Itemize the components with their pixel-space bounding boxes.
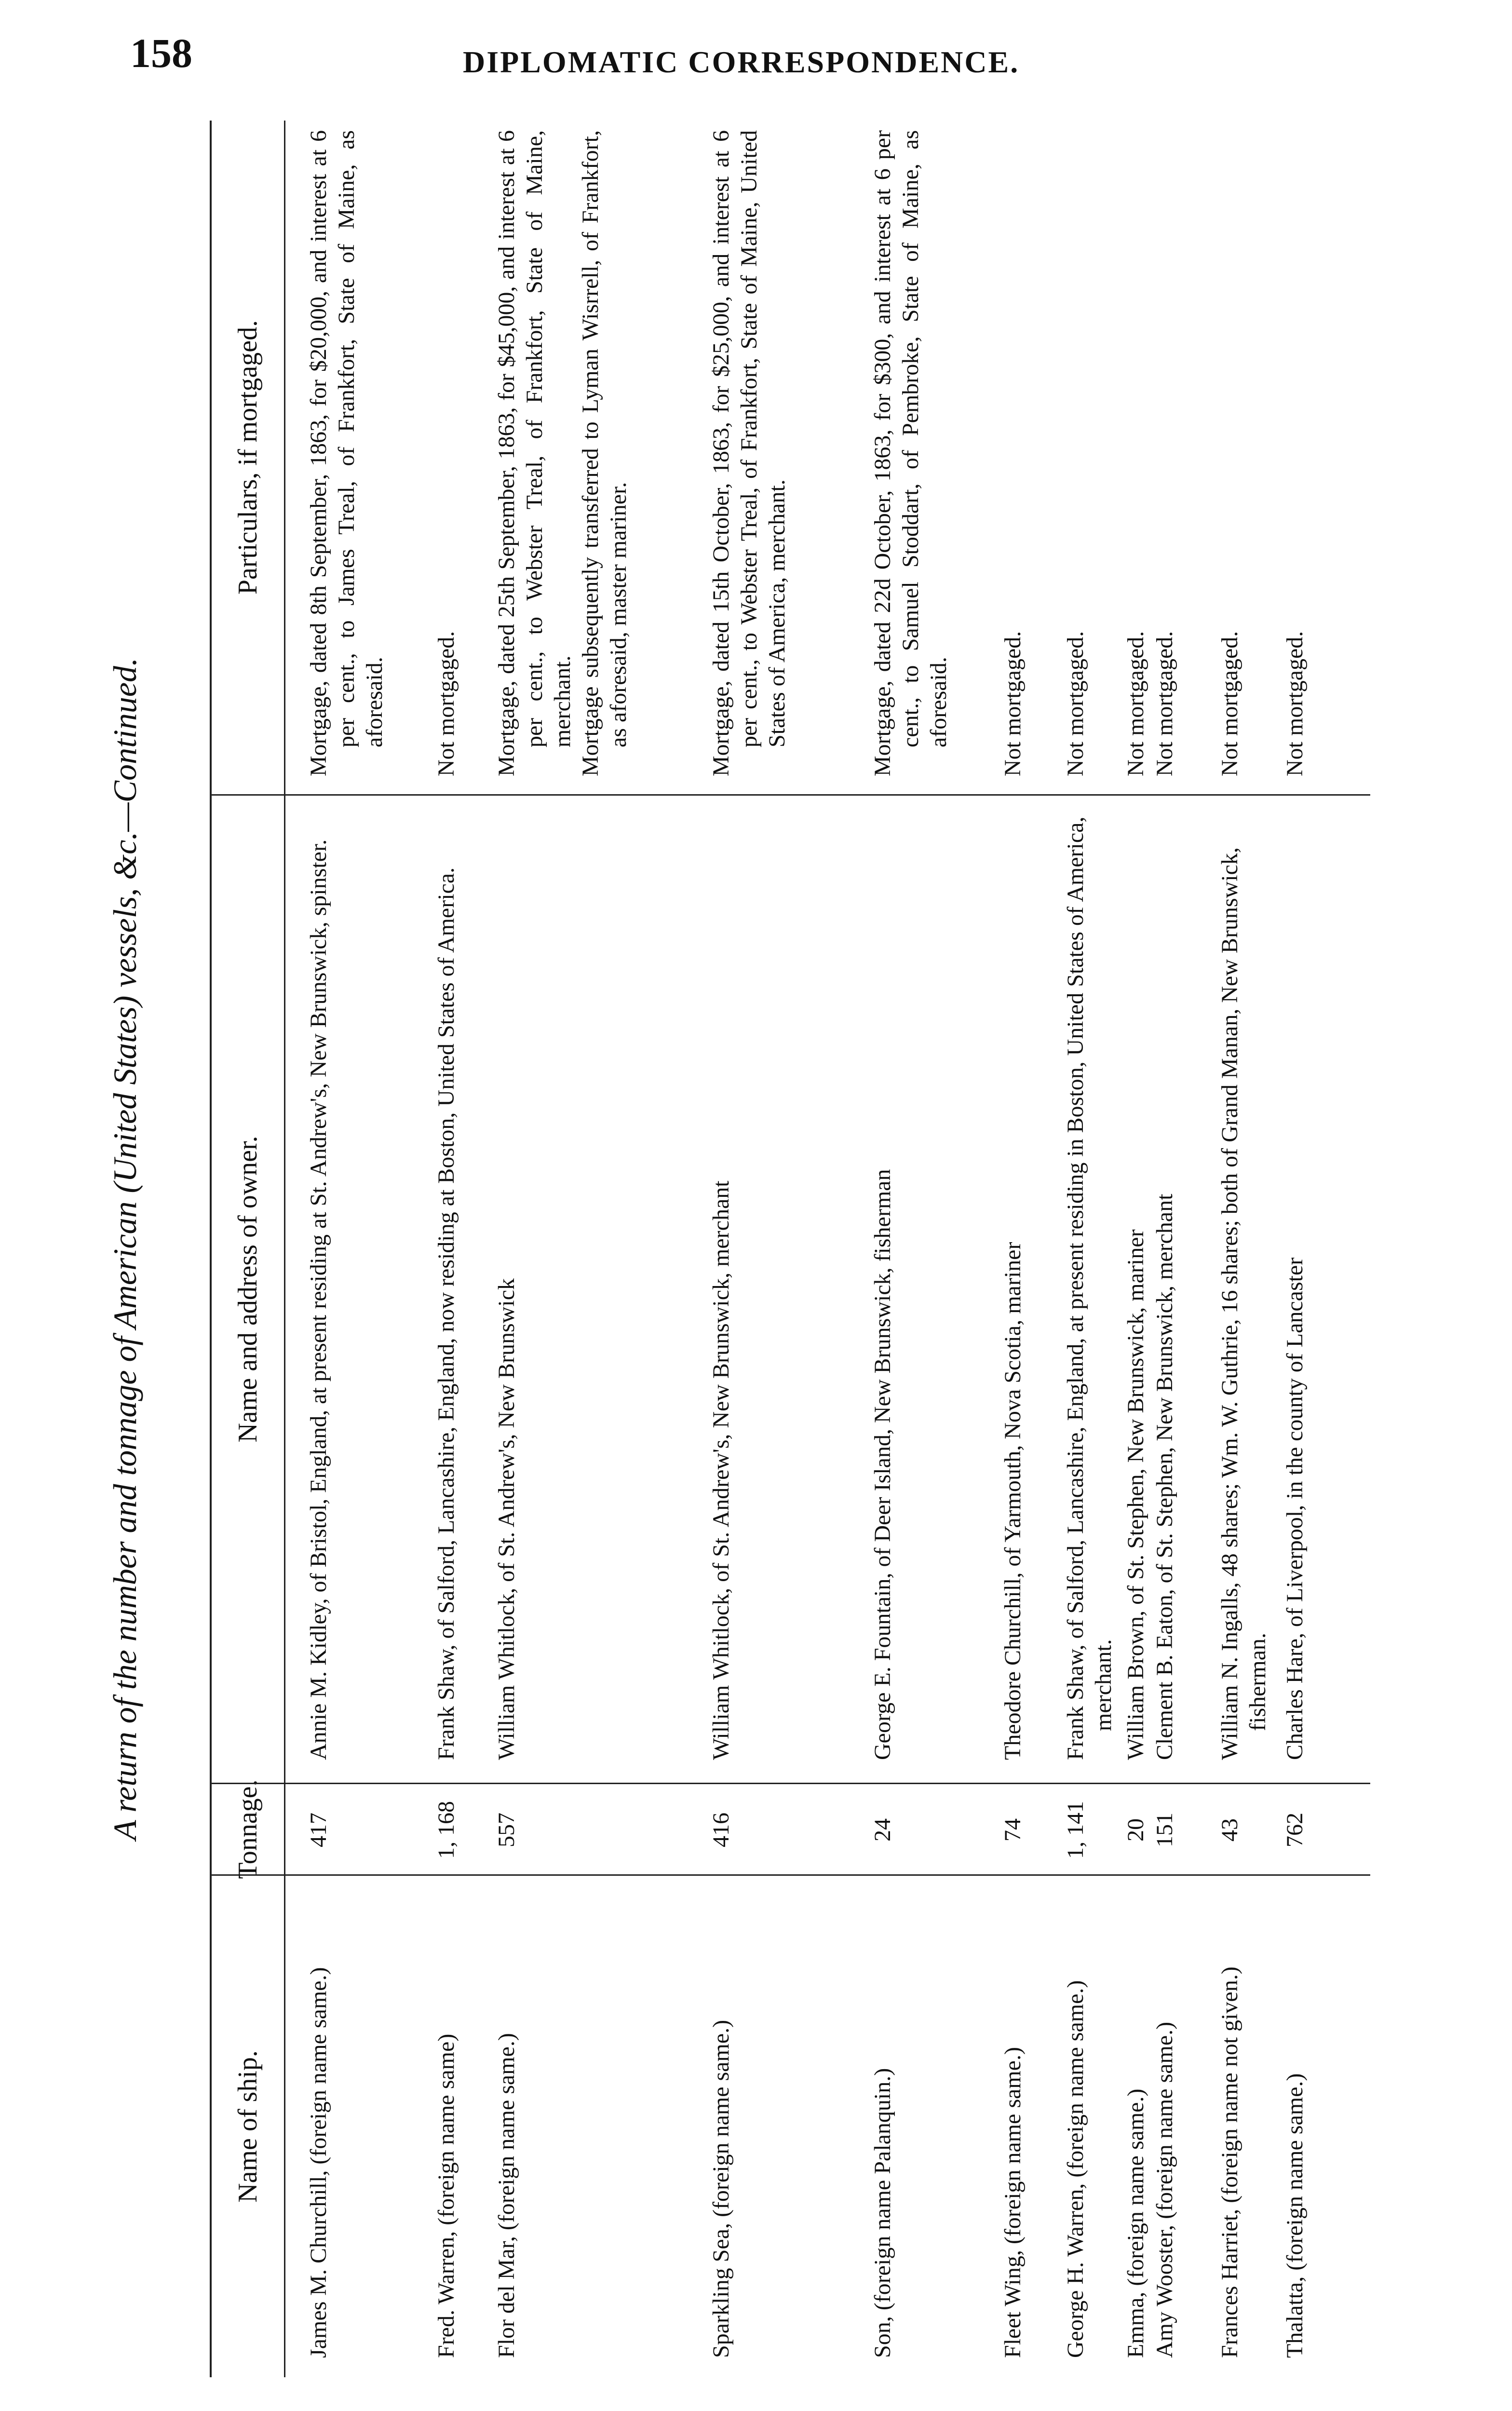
table-row	[1281, 121, 1309, 2377]
table-row	[432, 121, 460, 2377]
particulars: Mortgage, dated 15th October, 1863, for $25,000, and interest at 6 per cent., to Webster Treal, of Frankfort, State of Maine, United States of America, merchant.	[708, 130, 790, 776]
tonnage: 74	[1000, 1818, 1026, 1842]
ship-name: Fred. Warren, (foreign name same)	[433, 2033, 459, 2358]
owner: William Whitlock, of St. Andrew's, New Brunswick	[494, 1278, 519, 1760]
particulars: Not mortgaged.	[1123, 631, 1148, 776]
owner: Frank Shaw, of Salford, Lancashire, England, at present residing in Boston, United States of America, merchant.	[1063, 816, 1116, 1760]
header-name-of-ship: Name of ship.	[233, 2050, 263, 2203]
ship-name: Sparkling Sea, (foreign name same.)	[708, 2019, 734, 2358]
ship-name: Son, (foreign name Palanquin.)	[870, 2068, 895, 2358]
ship-name: Amy Wooster, (foreign name same.)	[1152, 2021, 1177, 2358]
tonnage: 417	[306, 1813, 331, 1847]
table-row	[999, 121, 1027, 2377]
table-row	[305, 121, 389, 2377]
table-row	[1062, 121, 1118, 2377]
vessel-table	[210, 121, 1369, 2377]
table-row	[1216, 121, 1272, 2377]
tonnage: 24	[870, 1818, 895, 1842]
owner: William N. Ingalls, 48 shares; Wm. W. Guthrie, 16 shares; both of Grand Manan, New Brunswick, fisherman.	[1217, 847, 1270, 1760]
particulars-transfer: Mortgage subsequently transferred to Lyman Wisrrell, of Frankfort, as aforesaid, master mariner.	[578, 130, 631, 776]
tonnage: 416	[708, 1813, 734, 1847]
particulars-mortgage: Mortgage, dated 25th September, 1863, for $45,000, and interest at 6 per cent., to Webster Treal, of Frankfort, State of Maine, merchant.	[494, 130, 575, 776]
ship-name: Thalatta, (foreign name same.)	[1282, 2073, 1308, 2358]
ship-name: Flor del Mar, (foreign name same.)	[494, 2033, 519, 2358]
tonnage: 557	[494, 1813, 519, 1847]
ship-name: Emma, (foreign name same.)	[1123, 2088, 1148, 2358]
owner: Annie M. Kidley, of Bristol, England, at present residing at St. Andrew's, New Brunswick, spinster.	[306, 839, 331, 1760]
ship-name: Fleet Wing, (foreign name same.)	[1000, 2047, 1026, 2358]
running-head: DIPLOMATIC CORRESPONDENCE.	[463, 45, 1020, 79]
particulars: Not mortgaged.	[1000, 631, 1026, 776]
tonnage: 762	[1282, 1813, 1308, 1847]
ship-name: James M. Churchill, (foreign name same.)	[306, 1967, 331, 2358]
tonnage: 151	[1152, 1813, 1177, 1847]
owner: George E. Fountain, of Deer Island, New Brunswick, fisherman	[870, 1169, 895, 1760]
owner: Frank Shaw, of Salford, Lancashire, England, now residing at Boston, United States of America.	[433, 867, 459, 1760]
table-row	[1151, 121, 1179, 2377]
particulars: Not mortgaged.	[1152, 631, 1177, 776]
tonnage: 43	[1217, 1818, 1242, 1842]
table-row	[707, 121, 791, 2377]
header-owner: Name and address of owner.	[212, 796, 284, 1784]
particulars: Not mortgaged.	[1063, 631, 1088, 776]
owner: Theodore Churchill, of Yarmouth, Nova Scotia, mariner	[1000, 1242, 1026, 1760]
owner: Clement B. Eaton, of St. Stephen, New Brunswick, merchant	[1152, 1193, 1177, 1760]
table-caption: A return of the number and tonnage of American (United States) vessels, &c.—Continued.	[107, 657, 143, 1841]
header-tonnage: Tonnage.	[212, 1784, 284, 1876]
rotated-table-block	[106, 121, 1379, 2377]
table-header	[212, 121, 285, 2377]
ship-name: Frances Harriet, (foreign name not given.)	[1217, 1966, 1242, 2358]
particulars: Not mortgaged.	[1282, 631, 1308, 776]
particulars: Not mortgaged.	[1217, 631, 1242, 776]
tonnage: 1, 168	[433, 1801, 459, 1859]
page-number: 158	[130, 30, 192, 76]
particulars: Mortgage, dated 8th September, 1863, for $20,000, and interest at 6 per cent., to James Treal, of Frankfort, State of Maine, as aforesaid.	[306, 130, 387, 776]
owner: Charles Hare, of Liverpool, in the county of Lancaster	[1282, 1257, 1308, 1760]
owner: William Whitlock, of St. Andrew's, New Brunswick, merchant	[708, 1180, 734, 1760]
tonnage: 20	[1123, 1818, 1148, 1842]
particulars	[493, 121, 633, 796]
header-particulars: Particulars, if mortgaged.	[212, 121, 284, 796]
particulars: Not mortgaged.	[433, 631, 459, 776]
ship-name: George H. Warren, (foreign name same.)	[1063, 1980, 1088, 2358]
table-row	[493, 121, 633, 2377]
particulars: Mortgage, dated 22d October, 1863, for $300, and interest at 6 per cent., to Samuel Stoddart, of Pembroke, State of Maine, as aforesaid.	[870, 130, 951, 776]
table-row	[1122, 121, 1150, 2377]
table-body	[285, 121, 1370, 2377]
table-row	[869, 121, 953, 2377]
owner: William Brown, of St. Stephen, New Brunswick, mariner	[1123, 1229, 1148, 1760]
tonnage: 1, 141	[1063, 1801, 1088, 1859]
